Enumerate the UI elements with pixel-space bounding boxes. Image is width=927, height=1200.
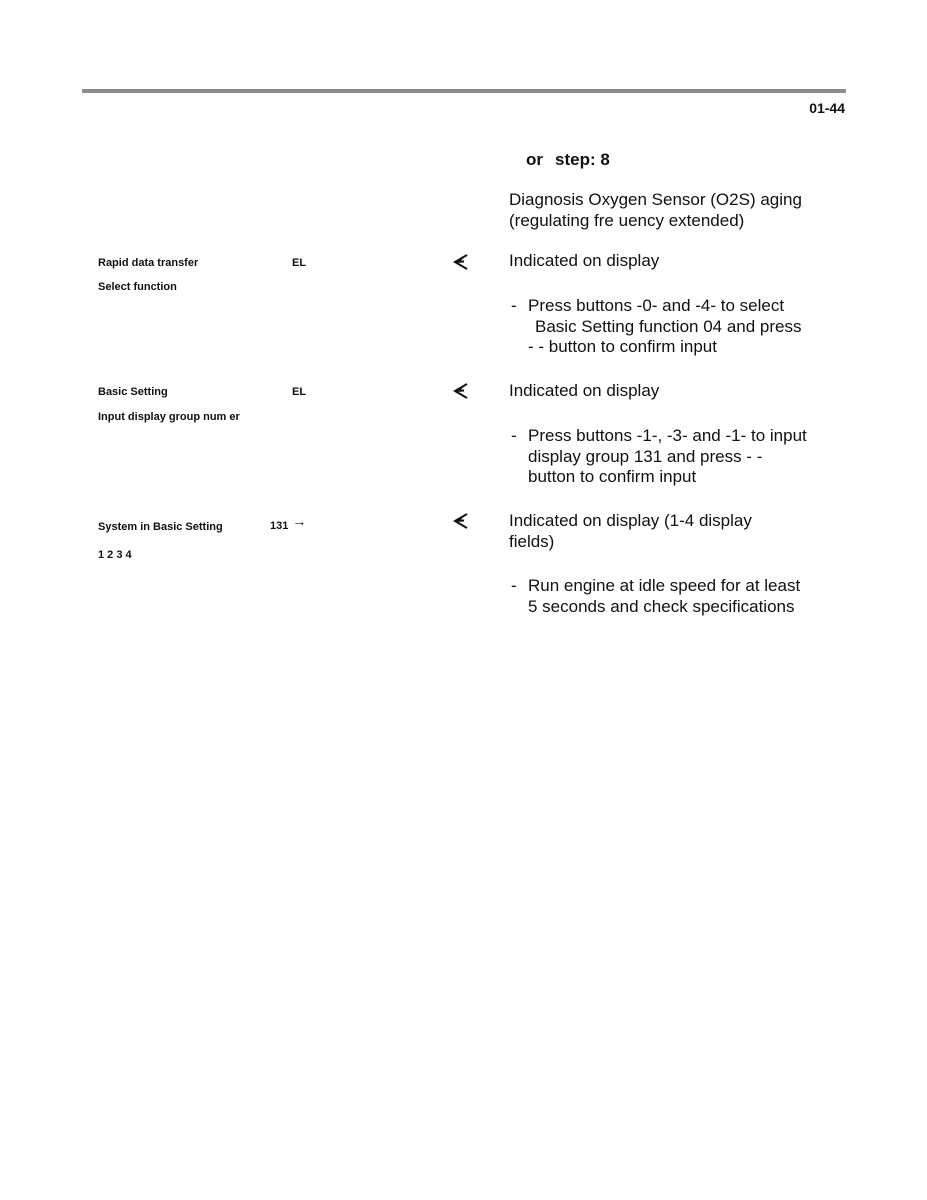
instruction-line: - - button to confirm input [528,337,717,356]
intro-line-1: Diagnosis Oxygen Sensor (O2S) aging [509,190,802,209]
indicated-on-display-1: Indicated on display [509,251,660,270]
instruction-line-text: Basic Setting function 04 and press [535,316,802,336]
right-arrow-icon: → [292,513,307,529]
screen-line-rapid-data-transfer: Rapid data transfer [98,257,199,269]
screen-line-display-fields: 1 2 3 4 [98,549,132,561]
screen-tag-el: EL [292,386,307,398]
instruction-body [528,296,841,358]
indicated-on-display-3 [509,511,839,552]
instruction-line: Run engine at idle speed for at least [528,576,801,595]
instruction-line: 5 seconds and check specifications [528,596,795,616]
pointer-arrow-icon [452,381,472,401]
step-label: step: 8 [555,150,610,169]
screen-line-select-function: Select function [98,281,177,293]
bullet-dash: - [511,576,517,595]
bullet-dash: - [511,426,517,445]
instruction-line: Press buttons -0- and -4- to select [528,296,785,315]
indicated-line: Indicated on display (1-4 display [509,511,752,530]
instruction-line: button to confirm input [528,467,697,486]
screen-line-system-in-basic-setting: System in Basic Setting [98,521,223,533]
screen-line-input-display-group: Input display group num er [98,411,240,423]
instruction-line: display group 131 and press - - [528,446,763,466]
instruction-body [528,426,841,488]
header-rule [82,89,846,93]
instruction-press-0-4 [511,296,841,358]
instruction-line [528,317,841,338]
display-group-number: 131 [270,520,289,532]
screen-line-basic-setting: Basic Setting [98,386,168,398]
screen-tag-el: EL [292,257,307,269]
instruction-body [528,576,841,617]
indicated-on-display-2: Indicated on display [509,381,660,400]
indicated-line: fields) [509,531,555,551]
step-heading [526,150,610,170]
step-prefix: or [526,150,543,169]
display-group-readout [270,513,307,532]
pointer-arrow-icon [452,511,472,531]
pointer-arrow-icon [452,252,472,272]
instruction-run-engine [511,576,841,617]
instruction-press-1-3-1 [511,426,841,488]
bullet-dash: - [511,296,517,315]
instruction-line: Press buttons -1-, -3- and -1- to input [528,426,807,445]
intro-line-2: (regulating fre uency extended) [509,210,745,230]
page-number: 01-44 [809,100,845,116]
intro-text [509,190,839,231]
